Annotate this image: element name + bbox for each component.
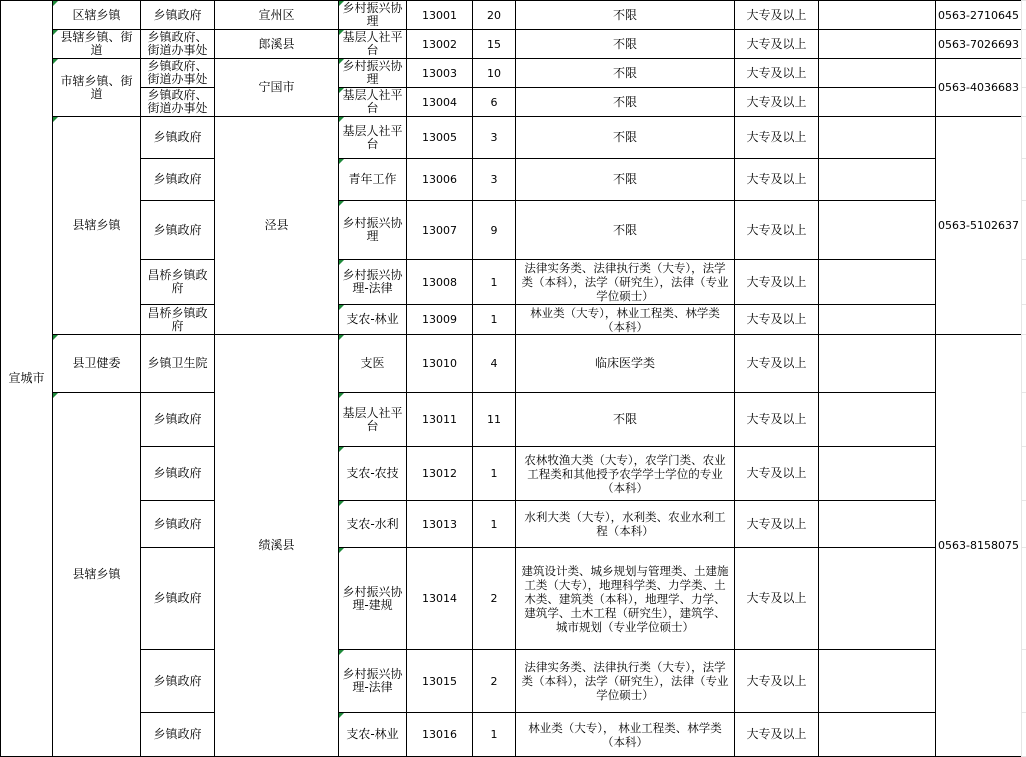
blank-cell[interactable] (819, 201, 936, 260)
table-row (1, 59, 1026, 88)
level-cell[interactable]: 区辖乡镇 (53, 1, 141, 30)
num-cell[interactable]: 1 (473, 447, 516, 501)
phone-cell[interactable]: 0563-2710645 (936, 1, 1022, 30)
blank-cell[interactable] (819, 713, 936, 757)
num-cell[interactable]: 1 (473, 260, 516, 305)
req-cell[interactable]: 不限 (516, 59, 735, 88)
req-cell[interactable]: 建筑设计类、城乡规划与管理类、土建施工类（大专），地理科学类、力学类、土木类、建筑类（本科），地理学、力学、建筑学、土木工程（研究生），建筑学、城市规划（专业学位硕士） (516, 548, 735, 650)
edge-cell (1022, 393, 1026, 447)
edu-cell[interactable]: 大专及以上 (735, 201, 819, 260)
edge-cell (1022, 117, 1026, 159)
table-row (1, 260, 1026, 305)
edu-cell[interactable]: 大专及以上 (735, 305, 819, 335)
table-row (1, 713, 1026, 757)
blank-cell[interactable] (819, 393, 936, 447)
county-cell[interactable]: 郎溪县 (215, 30, 339, 59)
phone-cell[interactable]: 0563-7026693 (936, 30, 1022, 59)
county-cell[interactable]: 宁国市 (215, 59, 339, 117)
table-row (1, 117, 1026, 159)
num-cell[interactable]: 11 (473, 393, 516, 447)
blank-cell[interactable] (819, 1, 936, 30)
blank-cell[interactable] (819, 59, 936, 88)
blank-cell[interactable] (819, 501, 936, 548)
blank-cell[interactable] (819, 335, 936, 393)
num-cell[interactable]: 2 (473, 548, 516, 650)
unit-cell[interactable]: 乡镇政府、街道办事处 (141, 88, 215, 117)
post-cell[interactable]: 青年工作 (339, 159, 407, 201)
county-cell[interactable]: 泾县 (215, 117, 339, 335)
county-cell[interactable]: 宣州区 (215, 1, 339, 30)
unit-cell[interactable]: 乡镇政府 (141, 159, 215, 201)
code-cell[interactable]: 13007 (407, 201, 473, 260)
code-cell[interactable]: 13008 (407, 260, 473, 305)
edge-cell (1022, 59, 1026, 88)
edge-cell (1022, 548, 1026, 650)
code-cell[interactable]: 13003 (407, 59, 473, 88)
table-row (1, 305, 1026, 335)
num-cell[interactable]: 1 (473, 713, 516, 757)
blank-cell[interactable] (819, 117, 936, 159)
unit-cell[interactable]: 乡镇政府 (141, 447, 215, 501)
edge-cell (1022, 88, 1026, 117)
city-cell[interactable]: 宣城市 (1, 1, 53, 757)
edu-cell[interactable]: 大专及以上 (735, 713, 819, 757)
post-cell[interactable]: 乡村振兴协理-建规 (339, 548, 407, 650)
num-cell[interactable]: 1 (473, 305, 516, 335)
phone-cell[interactable]: 0563-8158075 (936, 335, 1022, 757)
post-cell[interactable]: 基层人社平台 (339, 30, 407, 59)
edge-cell (1022, 30, 1026, 59)
code-cell[interactable]: 13012 (407, 447, 473, 501)
num-cell[interactable]: 3 (473, 159, 516, 201)
post-cell[interactable]: 乡村振兴协理-法律 (339, 650, 407, 713)
level-cell[interactable]: 县辖乡镇 (53, 393, 141, 757)
edge-cell (1022, 447, 1026, 501)
edu-cell[interactable]: 大专及以上 (735, 393, 819, 447)
post-cell[interactable]: 支农-林业 (339, 305, 407, 335)
post-cell[interactable]: 乡村振兴协理 (339, 1, 407, 30)
num-cell[interactable]: 1 (473, 501, 516, 548)
table-row (1, 447, 1026, 501)
table-row (1, 201, 1026, 260)
table-row (1, 650, 1026, 713)
edu-cell[interactable]: 大专及以上 (735, 159, 819, 201)
code-cell[interactable]: 13005 (407, 117, 473, 159)
level-cell[interactable]: 县辖乡镇 (53, 117, 141, 335)
unit-cell[interactable]: 昌桥乡镇政府 (141, 260, 215, 305)
unit-cell[interactable]: 乡镇政府 (141, 1, 215, 30)
unit-cell[interactable]: 乡镇政府 (141, 650, 215, 713)
blank-cell[interactable] (819, 260, 936, 305)
req-cell[interactable]: 不限 (516, 159, 735, 201)
post-cell[interactable]: 基层人社平台 (339, 88, 407, 117)
post-cell[interactable]: 基层人社平台 (339, 117, 407, 159)
req-cell[interactable]: 不限 (516, 30, 735, 59)
code-cell[interactable]: 13016 (407, 713, 473, 757)
unit-cell[interactable]: 乡镇政府 (141, 713, 215, 757)
blank-cell[interactable] (819, 159, 936, 201)
post-cell[interactable]: 支农-林业 (339, 713, 407, 757)
req-cell[interactable]: 不限 (516, 201, 735, 260)
table-row (1, 335, 1026, 393)
req-cell[interactable]: 农林牧渔大类（大专），农学门类、农业工程类和其他授予农学学士学位的专业（本科） (516, 447, 735, 501)
num-cell[interactable]: 10 (473, 59, 516, 88)
code-cell[interactable]: 13004 (407, 88, 473, 117)
level-cell[interactable]: 市辖乡镇、街道 (53, 59, 141, 117)
num-cell[interactable]: 20 (473, 1, 516, 30)
code-cell[interactable]: 13013 (407, 501, 473, 548)
table-row (1, 159, 1026, 201)
blank-cell[interactable] (819, 548, 936, 650)
edu-cell[interactable]: 大专及以上 (735, 447, 819, 501)
unit-cell[interactable]: 乡镇政府 (141, 393, 215, 447)
blank-cell[interactable] (819, 447, 936, 501)
table-row (1, 30, 1026, 59)
code-cell[interactable]: 13010 (407, 335, 473, 393)
code-cell[interactable]: 13015 (407, 650, 473, 713)
num-cell[interactable]: 9 (473, 201, 516, 260)
code-cell[interactable]: 13002 (407, 30, 473, 59)
num-cell[interactable]: 15 (473, 30, 516, 59)
unit-cell[interactable]: 乡镇政府 (141, 548, 215, 650)
blank-cell[interactable] (819, 650, 936, 713)
req-cell[interactable]: 法律实务类、法律执行类（大专），法学类（本科），法学（研究生），法律（专业学位硕士） (516, 650, 735, 713)
unit-cell[interactable]: 乡镇政府 (141, 201, 215, 260)
edu-cell[interactable]: 大专及以上 (735, 30, 819, 59)
phone-cell[interactable]: 0563-5102637 (936, 117, 1022, 335)
edge-cell (1022, 260, 1026, 305)
code-cell[interactable]: 13001 (407, 1, 473, 30)
blank-cell[interactable] (819, 305, 936, 335)
edge-cell (1022, 335, 1026, 393)
post-cell[interactable]: 乡村振兴协理-法律 (339, 260, 407, 305)
edu-cell[interactable]: 大专及以上 (735, 335, 819, 393)
req-cell[interactable]: 林业类（大专）， 林业工程类、林学类（本科） (516, 713, 735, 757)
edu-cell[interactable]: 大专及以上 (735, 650, 819, 713)
level-cell[interactable]: 县辖乡镇、街道 (53, 30, 141, 59)
level-cell[interactable]: 县卫健委 (53, 335, 141, 393)
edu-cell[interactable]: 大专及以上 (735, 88, 819, 117)
blank-cell[interactable] (819, 30, 936, 59)
post-cell[interactable]: 支医 (339, 335, 407, 393)
req-cell[interactable]: 临床医学类 (516, 335, 735, 393)
unit-cell[interactable]: 乡镇政府、街道办事处 (141, 30, 215, 59)
unit-cell[interactable]: 乡镇卫生院 (141, 335, 215, 393)
unit-cell[interactable]: 昌桥乡镇政府 (141, 305, 215, 335)
edu-cell[interactable]: 大专及以上 (735, 1, 819, 30)
blank-cell[interactable] (819, 88, 936, 117)
post-cell[interactable]: 基层人社平台 (339, 393, 407, 447)
table-row (1, 1, 1026, 30)
code-cell[interactable]: 13011 (407, 393, 473, 447)
edu-cell[interactable]: 大专及以上 (735, 501, 819, 548)
edu-cell[interactable]: 大专及以上 (735, 117, 819, 159)
table-row (1, 88, 1026, 117)
req-cell[interactable]: 林业类（大专），林业工程类、林学类（本科） (516, 305, 735, 335)
table-row (1, 548, 1026, 650)
post-cell[interactable]: 乡村振兴协理 (339, 201, 407, 260)
req-cell[interactable]: 不限 (516, 88, 735, 117)
unit-cell[interactable]: 乡镇政府、街道办事处 (141, 59, 215, 88)
req-cell[interactable]: 不限 (516, 393, 735, 447)
num-cell[interactable]: 3 (473, 117, 516, 159)
num-cell[interactable]: 6 (473, 88, 516, 117)
post-cell[interactable]: 乡村振兴协理 (339, 59, 407, 88)
edge-cell (1022, 650, 1026, 713)
edge-cell (1022, 713, 1026, 757)
post-cell[interactable]: 支农-水利 (339, 501, 407, 548)
req-cell[interactable]: 不限 (516, 1, 735, 30)
edge-cell (1022, 201, 1026, 260)
edge-cell (1022, 305, 1026, 335)
unit-cell[interactable]: 乡镇政府 (141, 117, 215, 159)
code-cell[interactable]: 13009 (407, 305, 473, 335)
num-cell[interactable]: 2 (473, 650, 516, 713)
county-cell[interactable]: 绩溪县 (215, 335, 339, 757)
edge-cell (1022, 501, 1026, 548)
req-cell[interactable]: 不限 (516, 117, 735, 159)
code-cell[interactable]: 13006 (407, 159, 473, 201)
table-row (1, 393, 1026, 447)
req-cell[interactable]: 水利大类（大专），水利类、农业水利工程（本科） (516, 501, 735, 548)
num-cell[interactable]: 4 (473, 335, 516, 393)
req-cell[interactable]: 法律实务类、法律执行类（大专），法学类（本科），法学（研究生），法律（专业学位硕士） (516, 260, 735, 305)
edu-cell[interactable]: 大专及以上 (735, 59, 819, 88)
edu-cell[interactable]: 大专及以上 (735, 260, 819, 305)
phone-cell[interactable]: 0563-4036683 (936, 59, 1022, 117)
edge-cell (1022, 1, 1026, 30)
edu-cell[interactable]: 大专及以上 (735, 548, 819, 650)
table-row (1, 501, 1026, 548)
code-cell[interactable]: 13014 (407, 548, 473, 650)
edge-cell (1022, 159, 1026, 201)
unit-cell[interactable]: 乡镇政府 (141, 501, 215, 548)
post-cell[interactable]: 支农-农技 (339, 447, 407, 501)
